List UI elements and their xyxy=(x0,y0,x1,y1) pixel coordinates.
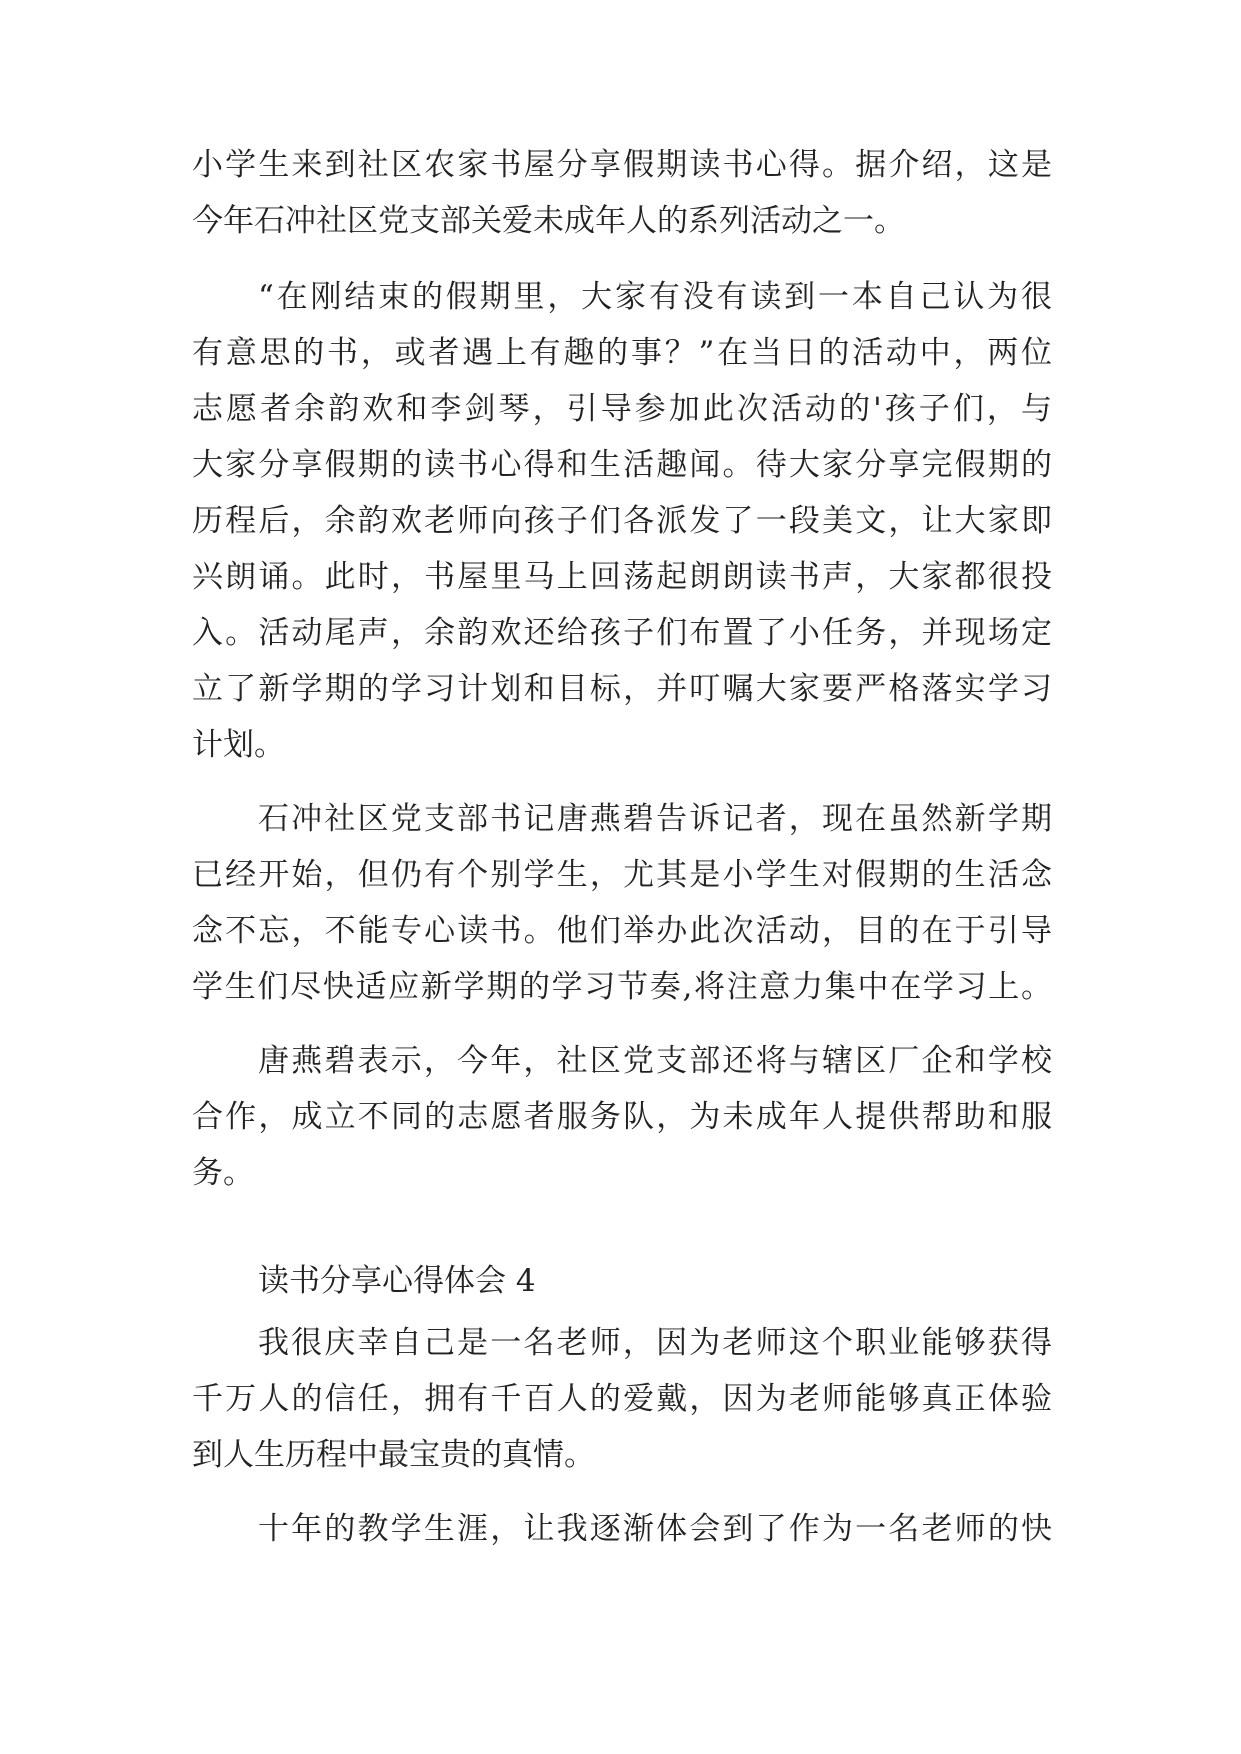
section-heading: 读书分享心得体会 4 xyxy=(258,1263,536,1299)
text-line: 务。 xyxy=(192,1155,254,1191)
text-line: 入。活动尾声，余韵欢还给孩子们布置了小任务，并现场定 xyxy=(192,615,1052,651)
text-line: 到人生历程中最宝贵的真情。 xyxy=(192,1437,595,1473)
text-line: 唐燕碧表示，今年，社区党支部还将与辖区厂企和学校 xyxy=(258,1043,1052,1079)
text-line: 立了新学期的学习计划和目标，并叮嘱大家要严格落实学习 xyxy=(192,671,1052,707)
text-line: 志愿者余韵欢和李剑琴，引导参加此次活动的'孩子们，与 xyxy=(192,391,1052,427)
text-line: 已经开始，但仍有个别学生，尤其是小学生对假期的生活念 xyxy=(192,857,1052,893)
text-line: 十年的教学生涯，让我逐渐体会到了作为一名老师的快 xyxy=(258,1511,1052,1547)
text-line: 有意思的书，或者遇上有趣的事？”在当日的活动中，两位 xyxy=(192,335,1052,371)
text-line: 我很庆幸自己是一名老师，因为老师这个职业能够获得 xyxy=(258,1325,1052,1361)
text-line: 念不忘，不能专心读书。他们举办此次活动，目的在于引导 xyxy=(192,913,1052,949)
text-line: 计划。 xyxy=(192,727,285,763)
text-line: 历程后，余韵欢老师向孩子们各派发了一段美文，让大家即 xyxy=(192,503,1052,539)
text-line: “在刚结束的假期里，大家有没有读到一本自己认为很 xyxy=(258,279,1052,315)
text-line: 学生们尽快适应新学期的学习节奏,将注意力集中在学习上。 xyxy=(192,969,1052,1005)
text-line: 合作，成立不同的志愿者服务队，为未成年人提供帮助和服 xyxy=(192,1099,1052,1135)
text-line: 小学生来到社区农家书屋分享假期读书心得。据介绍，这是 xyxy=(192,147,1052,183)
text-line: 大家分享假期的读书心得和生活趣闻。待大家分享完假期的 xyxy=(192,447,1052,483)
text-line: 今年石冲社区党支部关爱未成年人的系列活动之一。 xyxy=(192,203,905,239)
text-line: 千万人的信任，拥有千百人的爱戴，因为老师能够真正体验 xyxy=(192,1381,1052,1417)
text-line: 兴朗诵。此时，书屋里马上回荡起朗朗读书声，大家都很投 xyxy=(192,559,1052,595)
text-line: 石冲社区党支部书记唐燕碧告诉记者，现在虽然新学期 xyxy=(258,801,1052,837)
